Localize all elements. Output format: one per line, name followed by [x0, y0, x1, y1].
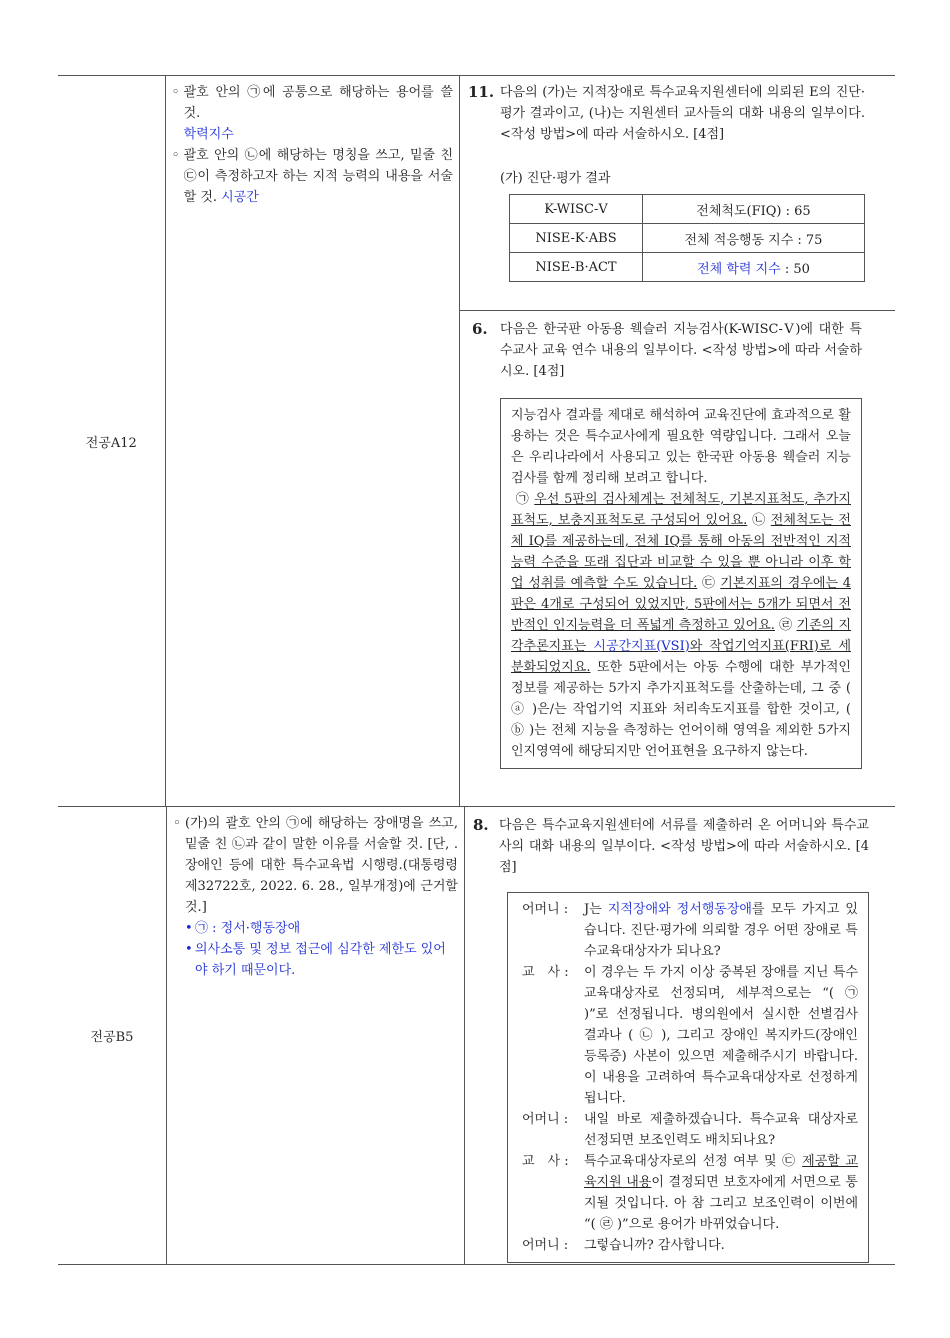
writing-method — [166, 76, 460, 806]
question-column — [465, 807, 895, 1264]
question-6 — [460, 310, 895, 769]
method-item: ◦ (가)의 괄호 안의 ㉠에 해당하는 장애명을 쓰고, 밑줄 친 ㉡과 같이 말한 이유를 서술할 것. [단, . 장애인 등에 대한 특수교육법 시행령.(대통령령 제32722호, 2022. 6. 28., 일부개정)에 근거할 것.] — [173, 813, 458, 918]
dialog-line: 교 사 : 이 경우는 두 가지 이상 중복된 장애를 지닌 특수교육대상자로 선정되며, 세부적으로는 “( ㉠ )”로 선정됩니다. 병의원에서 실시한 선별검사 결과나 ( ㉡ ), 그리고 장애인 복지카드(장애인 등록증) 사본이 있으면 제출해주시기 바랍니다. 이 내용을 고려하여 특수교육대상자로 선정하게 됩니다. — [522, 965, 858, 1106]
result-table — [509, 194, 865, 282]
method-answer: 시공간 — [221, 190, 259, 205]
test-name: NISE-K·ABS — [510, 224, 643, 253]
subtitle: (가) 진단·평가 결과 — [500, 171, 611, 186]
test-result: 전체척도(FIQ) : 65 — [643, 195, 865, 224]
dialog-line: 교 사 : 특수교육대상자로의 선정 여부 및 ㉢ 제공할 교육지원 내용이 결정되면 보호자에게 서면으로 통지될 것입니다. 아 참 그리고 보조인력이 이번에 “( ㉣ )”으로 용어가 바뀌었습니다. — [522, 1154, 858, 1232]
method-item: ◦ 괄호 안의 ㉡에 해당하는 명칭을 쓰고, 밑줄 친 ㉢이 측정하고자 하는 지적 능력의 내용을 서술할 것. 시공간 — [171, 148, 453, 205]
dialog-line: 어머니 : J는 지적장애와 정서행동장애를 모두 가지고 있습니다. 진단·평가에 의뢰할 경우 어떤 장애로 특수교육대상자가 되나요? — [522, 902, 858, 959]
question-number: 8. — [473, 816, 489, 834]
question-number: 6. — [472, 320, 488, 338]
method-answer: • 의사소통 및 정보 접근에 심각한 제한도 있어야 하기 때문이다. — [185, 942, 446, 978]
row-label: 전공B5 — [58, 807, 167, 1264]
writing-method — [167, 807, 465, 1264]
question-text: 다음의 (가)는 지적장애로 특수교육지원센터에 의뢰된 E의 진단·평가 결과이고, (나)는 지원센터 교사들의 대화 내용의 일부이다. <작성 방법>에 따라 서술하시오. [4점] — [500, 85, 865, 142]
test-result: 전체 학력 지수 : 50 — [643, 253, 865, 282]
lecture-box: 지능검사 결과를 제대로 해석하여 교육진단에 효과적으로 활용하는 것은 특수교사에게 필요한 역량입니다. 그래서 오늘은 우리나라에서 사용되고 있는 한국판 아동용 웩슬러 지능검사를 함께 정리해 보려고 합니다. ㉠ 우선 5판의 검사체계는 전체척도, 기본지표척도, 추가지표척도, 보충지표척도로 구성되어 있어요. ㉡ 전체척도는 전체 IQ를 제공하는데, 전체 IQ를 통해 아동의 전반적인 지적 능력 수준을 또래 집단과 비교할 수 있을 뿐 아니라 이후 학업 성취를 예측할 수도 있습니다. ㉢ 기본지표의 경우에는 4판은 4개로 구성되어 있었지만, 5판에서는 5개가 되면서 전반적인 인지능력을 더 폭넓게 측정하고 있어요. ㉣ 기존의 지각추론지표는 시공간지표(VSI)와 작업기억지표(FRI)로 세분화되었지요. 또한 5판에서는 아동 수행에 대한 부가적인 정보를 제공하는 5가지 추가지표척도를 산출하는데, 그 중 ( ⓐ )은/는 작업기억 지표와 처리속도지표를 합한 것이고, ( ⓑ )는 전체 지능을 측정하는 언어이해 영역을 제외한 5가지 인지영역에 해당되지만 언어표현을 요구하지 않는다. — [500, 398, 862, 769]
question-text: 다음은 한국판 아동용 웩슬러 지능검사(K-WISC-Ⅴ)에 대한 특수교사 교육 연수 내용의 일부이다. <작성 방법>에 따라 서술하시오. [4점] — [500, 322, 862, 379]
method-text: 괄호 안의 ㉠에 공통으로 해당하는 용어를 쓸 것. — [183, 85, 453, 121]
question-column — [460, 76, 895, 806]
test-result: 전체 적응행동 지수 : 75 — [643, 224, 865, 253]
method-text: (가)의 괄호 안의 ㉠에 해당하는 장애명을 쓰고, 밑줄 친 ㉡과 같이 말한 이유를 서술할 것. [단, . 장애인 등에 대한 특수교육법 시행령.(대통령령 제32722호, 2022. 6. 28., 일부개정)에 근거할 것.] — [185, 816, 458, 915]
dialog-line: 어머니 : 내일 바로 제출하겠습니다. 특수교육 대상자로 선정되면 보조인력도 배치되나요? — [522, 1112, 858, 1148]
question-text: 다음은 특수교육지원센터에 서류를 제출하러 온 어머니와 특수교사의 대화 내용의 일부이다. <작성 방법>에 따라 서술하시오. [4점] — [499, 818, 869, 875]
method-text: 괄호 안의 ㉡에 해당하는 명칭을 쓰고, 밑줄 친 ㉢이 측정하고자 하는 지적 능력의 내용을 서술할 것. — [183, 148, 453, 205]
question-11 — [460, 76, 895, 310]
row-a12 — [58, 76, 895, 807]
test-name: K-WISC-Ⅴ — [510, 195, 643, 224]
question-8 — [473, 815, 869, 878]
method-answer: 학력지수 — [183, 127, 234, 142]
question-number: 11. — [468, 83, 495, 101]
answer-sheet — [58, 75, 895, 1265]
row-b5 — [58, 807, 895, 1264]
method-answer: • ㉠ : 정서·행동장애 — [185, 921, 301, 936]
test-name: NISE-B·ACT — [510, 253, 643, 282]
table-row — [510, 224, 865, 253]
table-row — [510, 195, 865, 224]
dialog-line: 어머니 : 그렇습니까? 감사합니다. — [522, 1238, 725, 1253]
row-label: 전공A12 — [58, 76, 166, 806]
dialog-box — [507, 892, 869, 1263]
table-row — [510, 253, 865, 282]
method-item: ◦ 괄호 안의 ㉠에 공통으로 해당하는 용어를 쓸 것. 학력지수 — [171, 85, 453, 142]
